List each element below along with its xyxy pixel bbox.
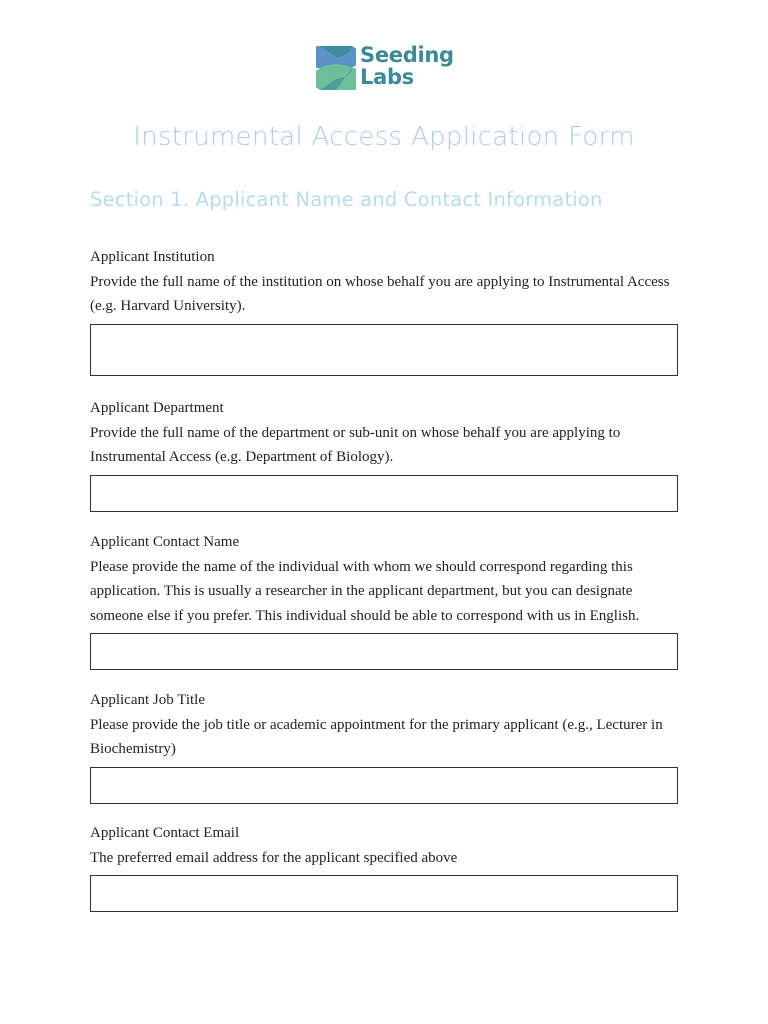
field-label: Applicant Contact Email — [90, 825, 240, 841]
applicant-contact-name-input[interactable] — [90, 633, 678, 670]
field-applicant-contact-email — [90, 821, 678, 912]
field-help-text: Please provide the name of the individual with whom we should correspond regarding this application. This is usually a researcher in the applicant department, but you can designate someone else if you prefer. This individual should be able to correspond with us in English. — [90, 558, 640, 624]
logo-line-1: Seeding — [360, 43, 454, 67]
section-title: Section 1. Applicant Name and Contact Information — [90, 188, 603, 211]
logo-line-2: Labs — [360, 65, 414, 89]
field-applicant-job-title — [90, 688, 678, 804]
applicant-institution-input[interactable] — [90, 324, 678, 376]
field-label: Applicant Institution — [90, 249, 215, 265]
form-title: Instrumental Access Application Form — [133, 122, 635, 152]
field-help-text: The preferred email address for the applicant specified above — [90, 849, 458, 866]
seeding-labs-logo-icon — [316, 46, 356, 90]
seeding-labs-logo — [316, 44, 466, 94]
field-label: Applicant Job Title — [90, 692, 206, 708]
applicant-job-title-input[interactable] — [90, 767, 678, 804]
field-applicant-contact-name — [90, 530, 678, 670]
field-applicant-institution — [90, 245, 678, 376]
logo-wordmark — [360, 44, 454, 88]
field-label: Applicant Contact Name — [90, 534, 240, 550]
applicant-contact-email-input[interactable] — [90, 875, 678, 912]
applicant-department-input[interactable] — [90, 475, 678, 512]
field-help-text: Provide the full name of the institution on whose behalf you are applying to Instrumental Access (e.g. Harvard University). — [90, 273, 670, 314]
field-help-text: Please provide the job title or academic appointment for the primary applicant (e.g., Lecturer in Biochemistry) — [90, 716, 663, 757]
field-label: Applicant Department — [90, 400, 224, 416]
field-applicant-department — [90, 396, 678, 512]
field-help-text: Provide the full name of the department or sub-unit on whose behalf you are applying to Instrumental Access (e.g. Department of Biology). — [90, 424, 621, 465]
